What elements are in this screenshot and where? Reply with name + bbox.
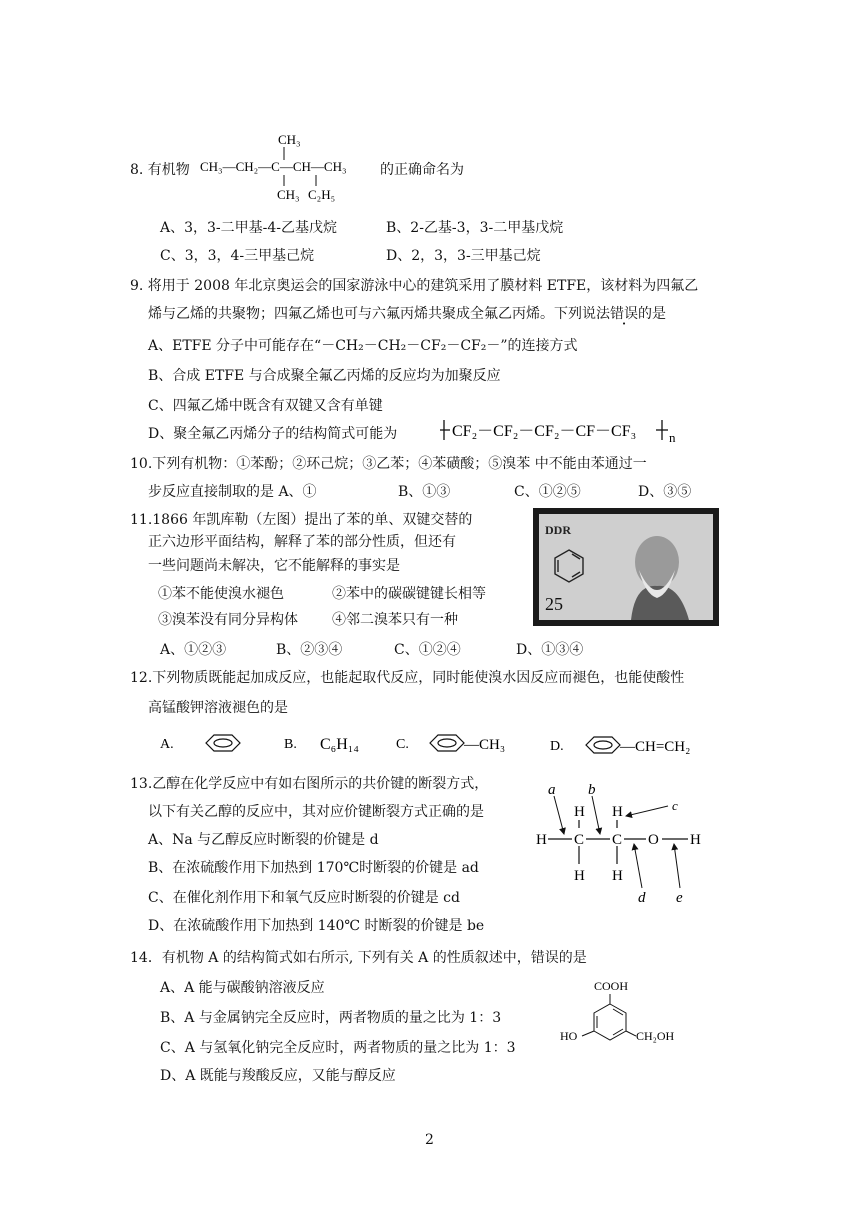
- stamp-value: 25: [545, 594, 563, 614]
- q8-suffix: 的正确命名为: [380, 162, 464, 178]
- bond-label-a: a: [548, 782, 556, 798]
- q9-polymer-formula: [440, 414, 685, 448]
- stamp-country: DDR: [545, 523, 571, 537]
- q11-fact-1: ①苯不能使溴水褪色: [158, 586, 284, 602]
- q12-label-d: D.: [550, 739, 564, 754]
- q13-option-c: C、在催化剂作用下和氧气反应时断裂的价键是 cd: [148, 890, 460, 906]
- q11-line3: 一些问题尚未解决，它不能解释的事实是: [148, 558, 400, 574]
- q11-fact-2: ②苯中的碳碳键键长相等: [332, 586, 486, 602]
- q12-group-c: —CH₃: [464, 737, 506, 753]
- q12-formula-b: C₆H₁₄: [320, 736, 359, 753]
- q9-line2: [148, 304, 666, 324]
- q11-line2: 正六边形平面结构，解释了苯的部分性质，但还有: [148, 534, 456, 550]
- kekule-stamp-image: [533, 508, 719, 626]
- kekule-stamp-art: [539, 514, 713, 620]
- q13-option-b: B、在浓硫酸作用下加热到 170℃时断裂的价键是 ad: [148, 860, 479, 876]
- q9-option-c: C、四氟乙烯中既含有双键又含有单键: [148, 398, 383, 414]
- q12-benzene-c-icon: [430, 735, 464, 751]
- q9-emphasis-wrong: 错误: [610, 306, 638, 322]
- q8-option-c: C、3，3，4-三甲基己烷: [160, 248, 315, 264]
- q12-benzene-d-icon: [586, 737, 620, 753]
- q9-option-b: B、合成 ETFE 与合成聚全氟乙丙烯的反应均为加聚反应: [148, 368, 501, 384]
- q14-ho: HO: [560, 1029, 578, 1043]
- q11-line1: 11.1866 年凯库勒（左图）提出了苯的单、双键交替的: [130, 512, 473, 528]
- q13-option-a: A、Na 与乙醇反应时断裂的价键是 d: [148, 832, 379, 848]
- bond-label-c: c: [672, 798, 678, 813]
- q10-option-b: B、①③: [398, 484, 451, 500]
- q10-option-d: D、③⑤: [638, 484, 692, 500]
- atom-h-left: H: [536, 832, 547, 848]
- q9-option-d: D、聚全氟乙丙烯分子的结构简式可能为: [148, 426, 398, 442]
- q10-option-c: C、①②⑤: [514, 484, 581, 500]
- q12-group-d: —CH=CH₂: [620, 739, 691, 755]
- q12-label-a: A.: [160, 737, 174, 752]
- q12-line1: 12.下列物质既能起加成反应，也能起取代反应，同时能使溴水因反应而褪色，也能使酸性: [130, 670, 685, 686]
- q14-benzene-ring-icon: [594, 1004, 626, 1040]
- q14-ch2oh: CH₂OH: [636, 1029, 675, 1043]
- q11-option-c: C、①②④: [394, 642, 461, 658]
- atom-h-bottom-left: H: [574, 868, 585, 884]
- q8-bottom-methyl: CH₃: [277, 187, 300, 202]
- q14-structure-figure: [558, 974, 678, 1054]
- q14-option-a: A、A 能与碳酸钠溶液反应: [160, 980, 325, 996]
- page-number: 2: [425, 1132, 434, 1148]
- q10-line2: 步反应直接制取的是 A、①: [148, 484, 317, 500]
- atom-h-top-right: H: [612, 804, 623, 820]
- q9-option-a: A、ETFE 分子中可能存在“－CH₂－CH₂－CF₂－CF₂－”的连接方式: [148, 338, 578, 354]
- bond-label-d: d: [638, 890, 646, 906]
- q14-cooh: COOH: [594, 979, 629, 993]
- q8-option-d: D、2，3，3-三甲基己烷: [386, 248, 541, 264]
- q8-option-b: B、2-乙基-3，3-二甲基戊烷: [386, 220, 564, 236]
- bond-label-b: b: [588, 782, 596, 798]
- q14-line1: 14．有机物 A 的结构简式如右所示, 下列有关 A 的性质叙述中，错误的是: [130, 950, 587, 966]
- q12-options-figure: [158, 726, 698, 762]
- q11-option-d: D、①③④: [516, 642, 584, 658]
- q12-line2: 高锰酸钾溶液褪色的是: [148, 700, 288, 716]
- q8-main-chain: CH₃—CH₂—C—CH—CH₃: [200, 159, 347, 174]
- q8-prefix: 8. 有机物: [130, 162, 190, 178]
- q9-line2-text: 烯与乙烯的共聚物；四氟乙烯也可与六氟丙烯共聚成全氟乙丙烯。下列说法: [148, 306, 610, 322]
- atom-h-bottom-right: H: [612, 868, 623, 884]
- q11-option-b: B、②③④: [276, 642, 343, 658]
- q11-fact-4: ④邻二溴苯只有一种: [332, 612, 458, 628]
- atom-h-top-left: H: [574, 804, 585, 820]
- q8-top-methyl: CH₃: [278, 132, 301, 147]
- q12-label-c: C.: [396, 737, 409, 752]
- q8-option-a: A、3，3-二甲基-4-乙基戊烷: [160, 220, 338, 236]
- q12-benzene-a-icon: [206, 735, 240, 751]
- q14-option-c: C、A 与氢氧化钠完全反应时，两者物质的量之比为 1：3: [160, 1040, 516, 1056]
- q13-line1: 13.乙醇在化学反应中有如右图所示的共价键的断裂方式，: [130, 776, 489, 792]
- q13-option-d: D、在浓硫酸作用下加热到 140℃ 时断裂的价键是 be: [148, 918, 485, 934]
- bond-label-e: e: [676, 890, 683, 906]
- q10-line1: 10.下列有机物：①苯酚；②环己烷；③乙苯；④苯磺酸；⑤溴苯 中不能由苯通过一: [130, 456, 647, 472]
- q11-fact-3: ③溴苯没有同分异构体: [158, 612, 298, 628]
- q13-line2: 以下有关乙醇的反应中，其对应价键断裂方式正确的是: [148, 804, 484, 820]
- atom-c2: C: [612, 832, 623, 848]
- q14-option-d: D、A 既能与羧酸反应，又能与醇反应: [160, 1068, 396, 1084]
- q8-structural-formula: [200, 130, 375, 205]
- q14-option-b: B、A 与金属钠完全反应时，两者物质的量之比为 1：3: [160, 1010, 502, 1026]
- q9-line1: 9. 将用于 2008 年北京奥运会的国家游泳中心的建筑采用了膜材料 ETFE，该材料为四氟乙: [130, 278, 699, 294]
- q8-ethyl: C₂H₅: [308, 187, 336, 202]
- q13-ethanol-bond-diagram: [534, 776, 724, 906]
- q12-label-b: B.: [284, 737, 297, 752]
- q11-option-a: A、①②③: [160, 642, 227, 658]
- atom-h-hydroxyl: H: [690, 832, 701, 848]
- q9-polymer-n: n: [669, 430, 676, 445]
- atom-o: O: [648, 832, 659, 848]
- atom-c1: C: [574, 832, 585, 848]
- q9-line2-end: 的是: [638, 306, 666, 322]
- q9-polymer-text: CF₂－CF₂－CF₂－CF－CF₃: [452, 423, 637, 440]
